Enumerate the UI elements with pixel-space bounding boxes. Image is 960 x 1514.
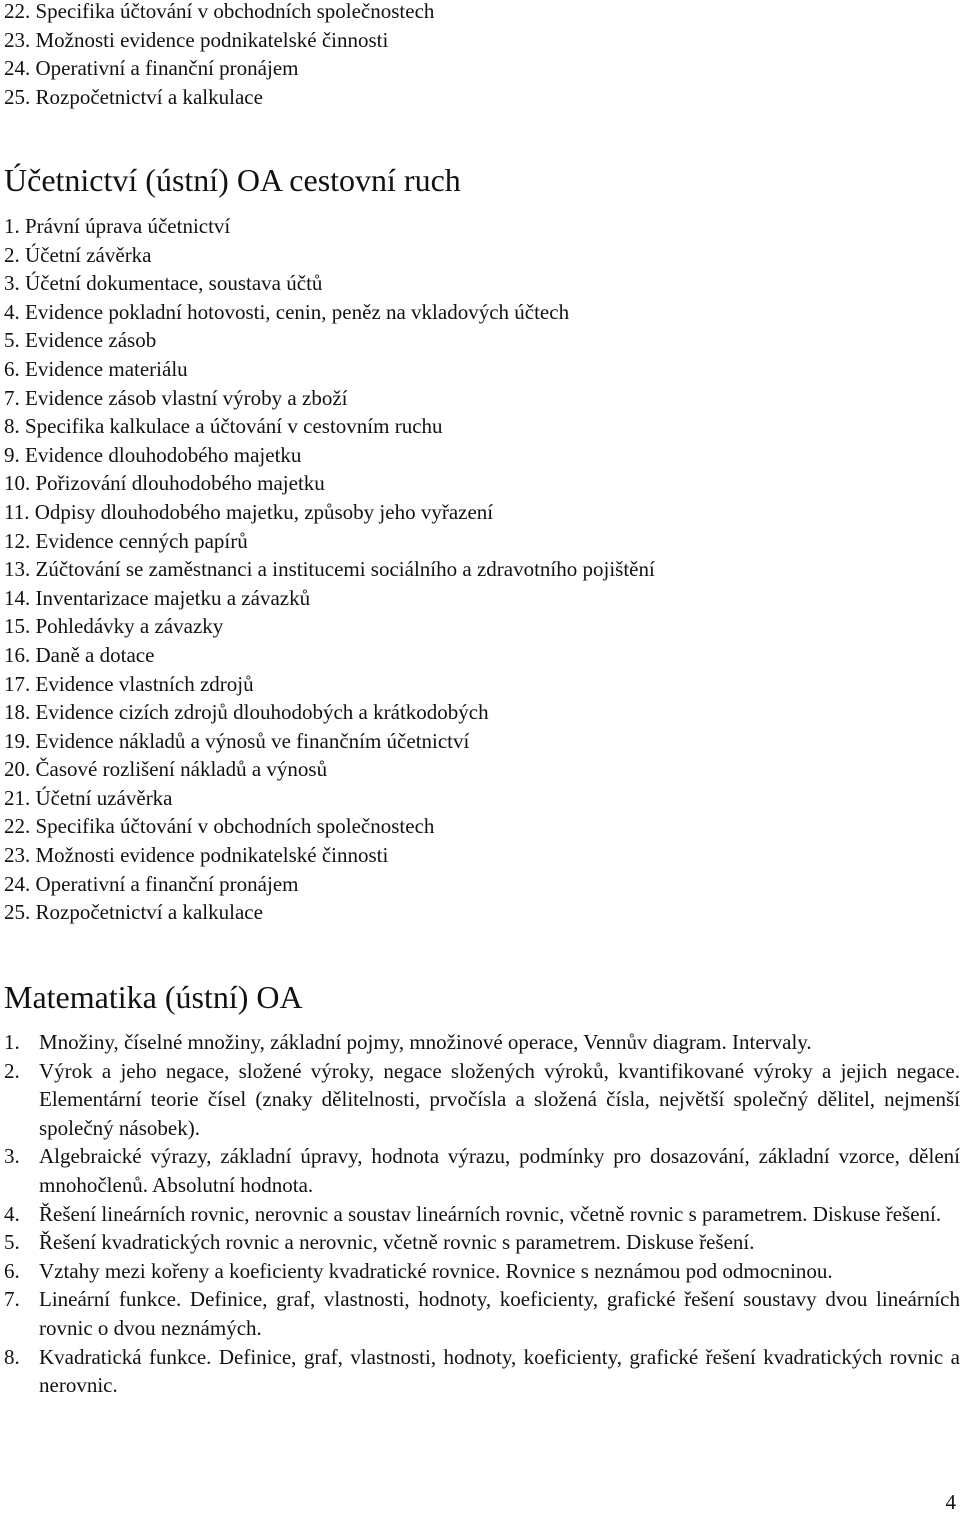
list-item	[4, 1200, 960, 1229]
list-item: 1. Právní úprava účetnictví	[4, 214, 231, 238]
list-item: 20. Časové rozlišení nákladů a výnosů	[4, 757, 328, 782]
list-item: 23. Možnosti evidence podnikatelské činnosti	[4, 27, 389, 52]
list-item: 25. Rozpočetnictví a kalkulace	[4, 900, 263, 925]
list-item: 16. Daně a dotace	[4, 642, 155, 667]
list-item: 13. Zúčtování se zaměstnanci a institucemi sociálního a zdravotního pojištění	[4, 557, 655, 582]
list-item	[4, 1028, 960, 1057]
item-text: Řešení lineárních rovnic, nerovnic a soustav lineárních rovnic, včetně rovnic s parametrem. Diskuse řešení.	[39, 1201, 942, 1226]
list-item: 21. Účetní uzávěrka	[4, 785, 173, 810]
item-text: Lineární funkce. Definice, graf, vlastnosti, hodnoty, koeficienty, grafické řešení soustavy dvou lineárních rovnic o dvou neznámých.	[39, 1287, 960, 1340]
math-topic-list	[4, 1028, 960, 1400]
list-item: 24. Operativní a finanční pronájem	[4, 56, 299, 81]
item-number: 4.	[4, 1201, 20, 1226]
list-item	[4, 1257, 960, 1286]
continued-topic-list	[4, 0, 434, 111]
list-item: 3. Účetní dokumentace, soustava účtů	[4, 271, 323, 296]
list-item: 10. Pořizování dlouhodobého majetku	[4, 471, 325, 496]
list-item: 5. Evidence zásob	[4, 328, 157, 353]
list-item: 18. Evidence cizích zdrojů dlouhodobých a krátkodobých	[4, 700, 489, 725]
item-text: Výrok a jeho negace, složené výroky, negace složených výroků, kvantifikované výroky a jejich negace. Elementární teorie čísel (znaky dělitelnosti, prvočísla a složená čísla, největší společný dělitel, nejmenší společný násobek).	[39, 1058, 960, 1140]
item-number: 2.	[4, 1058, 20, 1083]
list-item: 25. Rozpočetnictví a kalkulace	[4, 84, 263, 109]
list-item	[4, 1285, 960, 1342]
list-item	[4, 1228, 960, 1257]
list-item: 22. Specifika účtování v obchodních společnostech	[4, 814, 435, 839]
list-item: 6. Evidence materiálu	[4, 356, 188, 381]
item-number: 6.	[4, 1258, 20, 1283]
list-item: 8. Specifika kalkulace a účtování v cestovním ruchu	[4, 414, 443, 439]
list-item: 11. Odpisy dlouhodobého majetku, způsoby jeho vyřazení	[4, 499, 494, 524]
list-item: 15. Pohledávky a závazky	[4, 614, 224, 639]
list-item: 17. Evidence vlastních zdrojů	[4, 671, 254, 696]
list-item: 9. Evidence dlouhodobého majetku	[4, 442, 302, 467]
accounting-section-title: Účetnictví (ústní) OA cestovní ruch	[4, 162, 461, 198]
item-number: 7.	[4, 1287, 20, 1312]
item-number: 1.	[4, 1030, 20, 1054]
accounting-topic-list	[4, 212, 655, 927]
item-number: 5.	[4, 1230, 20, 1255]
item-text: Množiny, číselné množiny, základní pojmy, množinové operace, Vennův diagram. Intervaly.	[39, 1030, 812, 1054]
item-text: Kvadratická funkce. Definice, graf, vlastnosti, hodnoty, koeficienty, grafické řešení kvadratických rovnic a nerovnic.	[39, 1344, 960, 1398]
list-item: 2. Účetní závěrka	[4, 242, 152, 267]
list-item: 4. Evidence pokladní hotovosti, cenin, peněz na vkladových účtech	[4, 299, 570, 324]
list-item: 24. Operativní a finanční pronájem	[4, 871, 299, 896]
item-number: 3.	[4, 1144, 20, 1169]
item-text: Algebraické výrazy, základní úpravy, hodnota výrazu, podmínky pro dosazování, základní vzorce, dělení mnohočlenů. Absolutní hodnota.	[39, 1144, 960, 1197]
list-item	[4, 1057, 960, 1143]
page-number: 4	[945, 1490, 956, 1514]
list-item	[4, 1142, 960, 1199]
list-item: 23. Možnosti evidence podnikatelské činnosti	[4, 843, 389, 868]
list-item: 22. Specifika účtování v obchodních společnostech	[4, 0, 435, 23]
list-item: 19. Evidence nákladů a výnosů ve finančním účetnictví	[4, 728, 470, 753]
item-text: Vztahy mezi kořeny a koeficienty kvadratické rovnice. Rovnice s neznámou pod odmocninou.	[39, 1258, 833, 1283]
list-item: 12. Evidence cenných papírů	[4, 528, 248, 553]
list-item: 14. Inventarizace majetku a závazků	[4, 585, 311, 610]
item-number: 8.	[4, 1344, 20, 1369]
list-item: 7. Evidence zásob vlastní výroby a zboží	[4, 385, 348, 410]
list-item	[4, 1343, 960, 1400]
math-section-title: Matematika (ústní) OA	[4, 979, 303, 1015]
item-text: Řešení kvadratických rovnic a nerovnic, včetně rovnic s parametrem. Diskuse řešení.	[39, 1230, 755, 1255]
